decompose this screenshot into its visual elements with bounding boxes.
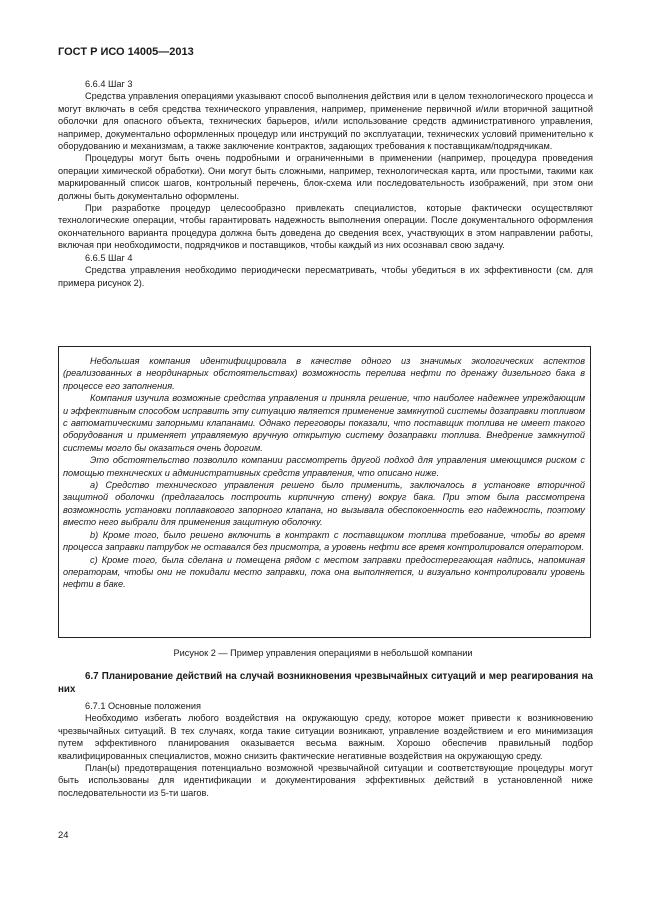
paragraph: Процедуры могут быть очень подробными и ограниченными в применении (например, процедура проведения операции химической обработки). Они могут быть сложными, например, технологическая карта, или простыми, такими как маркированный список шагов, контрольный перечень, блок-схема или последовательность изображений, при этом они должны быть документально оформлены.	[58, 153, 593, 201]
paragraph: Необходимо избегать любого воздействия на окружающую среду, которое может привести к возникновению чрезвычайных ситуаций. В тех случаях, когда такие ситуации возникают, управление воздействием и его минимизация путем эффективного планирования оказывается весьма важным. Хорошо обеспечив правильный подбор квалифицированных специалистов, можно снизить фактические негативные воздействия на окружающую среду.	[58, 713, 593, 761]
paragraph: Средства управления операциями указывают способ выполнения действия или в целом технологического процесса и могут включать в себя средства технического управления, например, применение первичной и/или вторичной защитной оболочки для опасного объекта, технических барьеров, и/или использование средств административного управления, например, документально оформленных процедур или инструкций по эксплуатации, технических условий применительно к оборудованию и механизмам, а также заключение контрактов, задающих требования к поставщикам/подрядчикам.	[58, 91, 593, 152]
section-6-7-1	[58, 700, 593, 799]
example-paragraph: Компания изучила возможные средства управления и приняла решение, что наиболее надежнее упреждающим и эффективным способом исправить эту ситуацию является применение замкнутой системы дозаправки топливом с автоматическими запорными клапанами. Однако переговоры показали, что поставщик топлива не имеет такого оборудования и применяет управляемую вручную открытую систему дозаправки топлива. Внедрение замкнутой системы могло бы оказаться очень дорогим.	[63, 393, 585, 453]
document-header: ГОСТ Р ИСО 14005—2013	[58, 46, 194, 58]
section-heading: 6.7 Планирование действий на случай возникновения чрезвычайных ситуаций и мер реагирования на них	[58, 671, 593, 695]
example-paragraph: c) Кроме того, была сделана и помещена рядом с местом заправки предостерегающая надпись, напоминая операторам, чтобы они не покидали место заправки, пока она выполняется, и визуально контролировали уровень нефти в баке.	[63, 554, 585, 590]
example-paragraph: а) Средство технического управления решено было применить, заключалось в установке вторичной защитной оболочки (предлагалось построить кирпичную стену) вокруг бака. При этом была рассмотрена возможность установки поплавкового запорного клапана, но вызывала обеспокоенность его надежность, поэтому вместо него выбрали для применения защитную оболочку.	[63, 480, 585, 528]
figure-caption: Рисунок 2 — Пример управления операциями в небольшой компании	[173, 648, 473, 658]
section-title: 6.7.1 Основные положения	[85, 701, 201, 711]
page-number: 24	[58, 829, 69, 840]
paragraph: Средства управления необходимо периодически пересматривать, чтобы убедиться в их эффективности (см. для примера рисунок 2).	[58, 265, 593, 288]
section-title: 6.6.5 Шаг 4	[85, 252, 133, 263]
example-paragraph: b) Кроме того, было решено включить в контракт с поставщиком топлива требование, чтобы во время процесса заправки патрубок не оставался без присмотра, а уровень нефти все время контролировался оператором.	[63, 529, 585, 553]
paragraph: При разработке процедур целесообразно привлекать специалистов, которые фактически осуществляют технологические операции, чтобы гарантировать надежность выполнения операции. После документального оформления окончательного варианта процедура должна быть доведена до сведения всех, участвующих в этом направлении работы, включая при необходимости, подрядчиков и поставщиков, чтобы каждый из них осознавал свою задачу.	[58, 203, 593, 251]
section-6-6-4	[58, 78, 593, 289]
section-title: 6.6.4 Шаг 3	[85, 79, 133, 89]
example-paragraph: Небольшая компания идентифицировала в качестве одного из значимых экологических аспектов (реализованных в неординарных обстоятельствах) возможность перелива нефти по дренажу дизельного бака в процессе его заполнения.	[63, 356, 585, 391]
example-box	[58, 346, 591, 638]
example-paragraph: Это обстоятельство позволило компании рассмотреть другой подход для управления имеющимся риском с помощью технических и административных средств управления, что описано ниже.	[63, 455, 585, 478]
paragraph: План(ы) предотвращения потенциально возможной чрезвычайной ситуации и соответствующие процедуры могут быть использованы для идентификации и документирования эффективных действий в установленной ниже последовательности из 5-ти шагов.	[58, 763, 593, 798]
